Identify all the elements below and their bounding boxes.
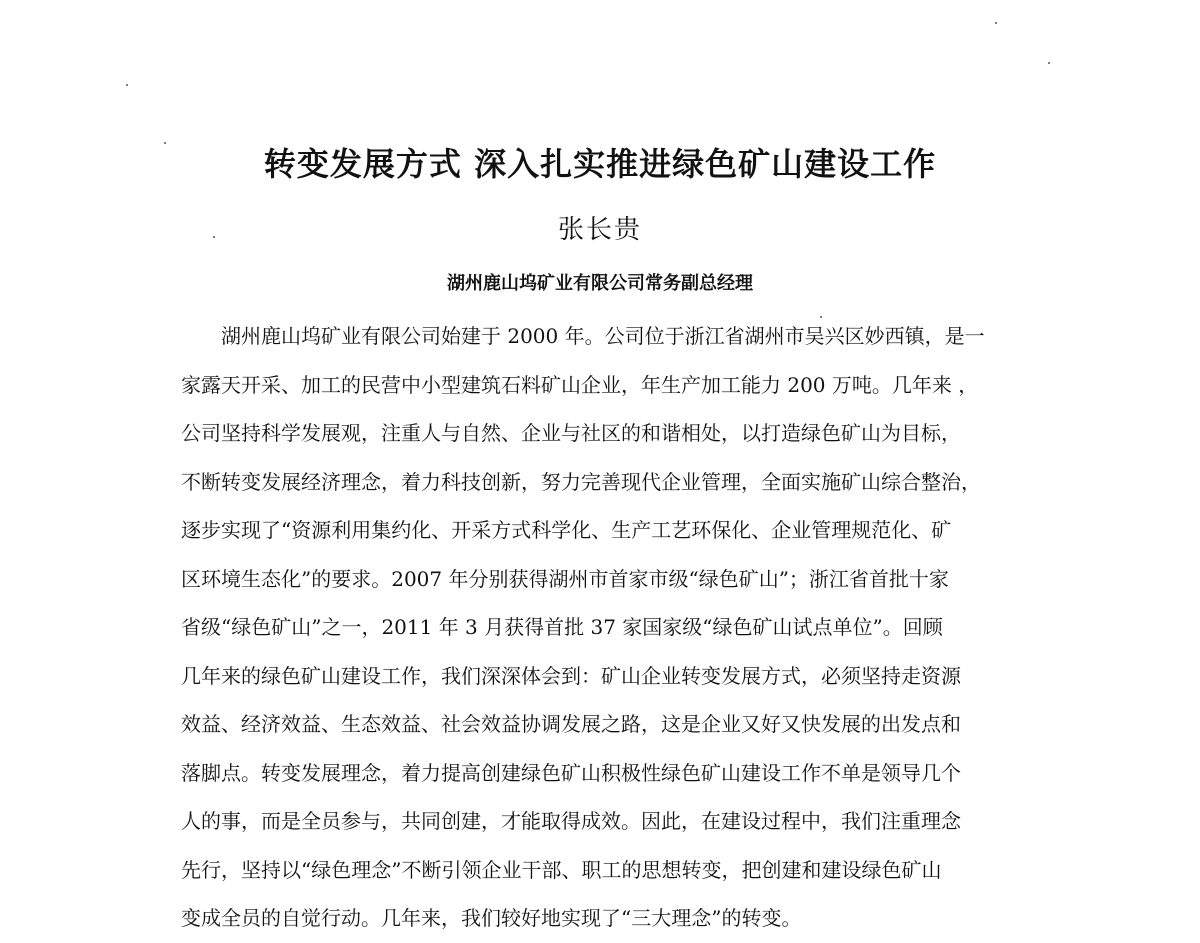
scan-speck — [126, 84, 128, 86]
body-line: 先行，坚持以“绿色理念”不断引领企业干部、职工的思想转变，把创建和建设绿色矿山 — [181, 857, 942, 882]
author-affiliation: 湖州鹿山坞矿业有限公司常务副总经理 — [447, 273, 753, 294]
body-line: 逐步实现了“资源利用集约化、开采方式科学化、生产工艺环保化、企业管理规范化、矿 — [181, 518, 952, 542]
body-line: 人的事，而是全员参与，共同创建，才能取得成效。因此，在建设过程中，我们注重理念 — [181, 809, 961, 833]
body-line: 几年来的绿色矿山建设工作，我们深深体会到：矿山企业转变发展方式，必须坚持走资源 — [181, 663, 961, 688]
scan-speck — [1048, 62, 1050, 64]
body-paragraph — [181, 312, 1021, 943]
body-line: 效益、经济效益、生态效益、社会效益协调发展之路，这是企业又好又快发展的出发点和 — [181, 712, 961, 736]
scan-speck — [164, 142, 166, 144]
body-line: 变成全员的自觉行动。几年来，我们较好地实现了“三大理念”的转变。 — [181, 906, 802, 930]
body-line: 家露天开采、加工的民营中小型建筑石料矿山企业，年生产加工能力 200 万吨。几年来 ， — [181, 372, 979, 397]
scan-speck — [995, 22, 997, 24]
body-line: 落脚点。转变发展理念，着力提高创建绿色矿山积极性绿色矿山建设工作不单是领导几个 — [181, 760, 961, 785]
author-name: 张长贵 — [557, 215, 642, 245]
body-line: 湖州鹿山坞矿业有限公司始建于 2000 年。公司位于浙江省湖州市吴兴区妙西镇，是一 — [221, 324, 985, 348]
body-line: 公司坚持科学发展观，注重人与自然、企业与社区的和谐相处，以打造绿色矿山为目标， — [181, 421, 961, 445]
body-line: 区环境生态化”的要求。2007 年分别获得湖州市首家市级“绿色矿山”；浙江省首批十家 — [181, 566, 949, 591]
document-title: 转变发展方式 深入扎实推进绿色矿山建设工作 — [263, 145, 937, 183]
body-line: 不断转变发展经济理念，着力科技创新，努力完善现代企业管理，全面实施矿山综合整治， — [181, 469, 981, 494]
body-line: 省级“绿色矿山”之一，2011 年 3 月获得首批 37 家国家级“绿色矿山试点单位”。回顾 — [181, 615, 943, 639]
